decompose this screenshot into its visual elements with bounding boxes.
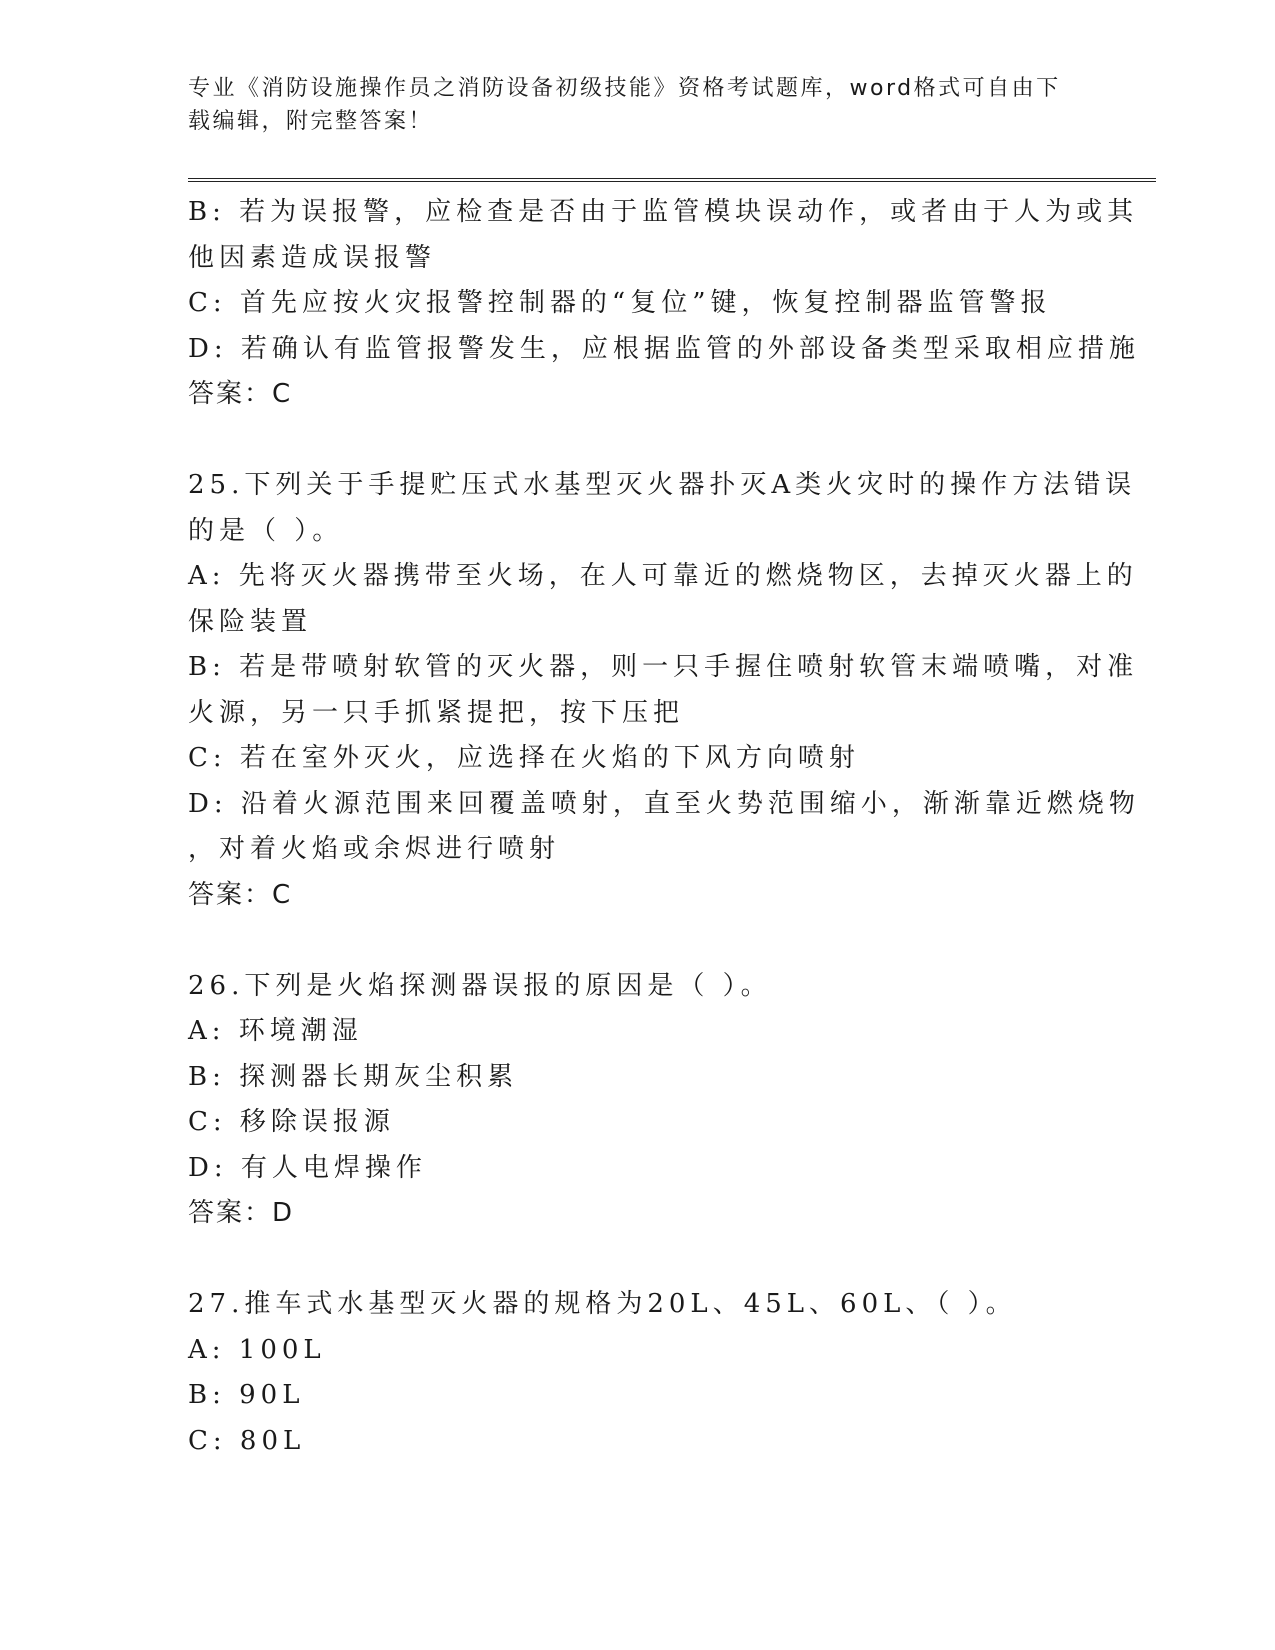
option-b: B: 探测器长期灰尘积累 [188,1061,519,1092]
answer: 答案：D [188,1198,295,1228]
question-27 [188,1282,1068,1464]
answer: 答案：C [188,379,293,409]
question-25 [188,463,1140,918]
question-24-continued [188,190,1140,418]
option-a-line-1: A: 先将灭火器携带至火场，在人可靠近的燃烧物区，去掉灭火器上的 [188,561,1138,591]
answer: 答案：C [188,879,293,910]
option-b-line-1: B: 若是带喷射软管的灭火器，则一只手握住喷射软管末端喷嘴，对准 [188,652,1139,682]
header-divider [188,178,1156,182]
option-c: C: 80L [188,1425,306,1456]
question-stem-line-2: 的是（ ）。 [188,515,344,546]
spacer [188,918,1068,964]
option-c: C: 移除误报源 [188,1107,395,1137]
question-content [188,190,1140,1464]
option-d: D: 若确认有监管报警发生，应根据监管的外部设备类型采取相应措施 [188,333,1140,364]
option-a: A: 100L [188,1334,326,1365]
option-b-line-1: B: 若为误报警，应检查是否由于监管模块误动作，或者由于人为或其 [188,197,1139,227]
option-a: A: 环境潮湿 [188,1016,363,1046]
option-d-line-1: D: 沿着火源范围来回覆盖喷射，直至火势范围缩小，渐渐靠近燃烧物 [188,788,1140,819]
option-d: D: 有人电焊操作 [188,1152,427,1183]
question-stem-line-1: 25.下列关于手提贮压式水基型灭火器扑灭A类火灾时的操作方法错误 [188,470,1137,500]
question-stem: 26.下列是火焰探测器误报的原因是（ ）。 [188,970,772,1001]
spacer [188,1237,1068,1283]
option-b-line-2: 火源，另一只手抓紧提把，按下压把 [188,697,685,728]
question-stem: 27.推车式水基型灭火器的规格为20L、45L、60L、（ ）。 [188,1289,1017,1319]
option-c: C: 首先应按火灾报警控制器的“复位”键，恢复控制器监管警报 [188,288,1052,318]
option-c: C: 若在室外灭火，应选择在火焰的下风方向喷射 [188,743,860,773]
document-header [188,72,1068,138]
option-a-line-2: 保险装置 [188,606,313,637]
question-26 [188,964,1068,1237]
option-b: B: 90L [188,1380,305,1410]
option-b-line-2: 他因素造成误报警 [188,242,437,273]
header-line-2: 载编辑，附完整答案！ [188,109,434,134]
option-d-line-2: ，对着火焰或余烬进行喷射 [188,834,561,864]
spacer [188,418,1068,464]
header-line-1: 专业《消防设施操作员之消防设备初级技能》资格考试题库，word格式可自由下 [188,76,1061,101]
